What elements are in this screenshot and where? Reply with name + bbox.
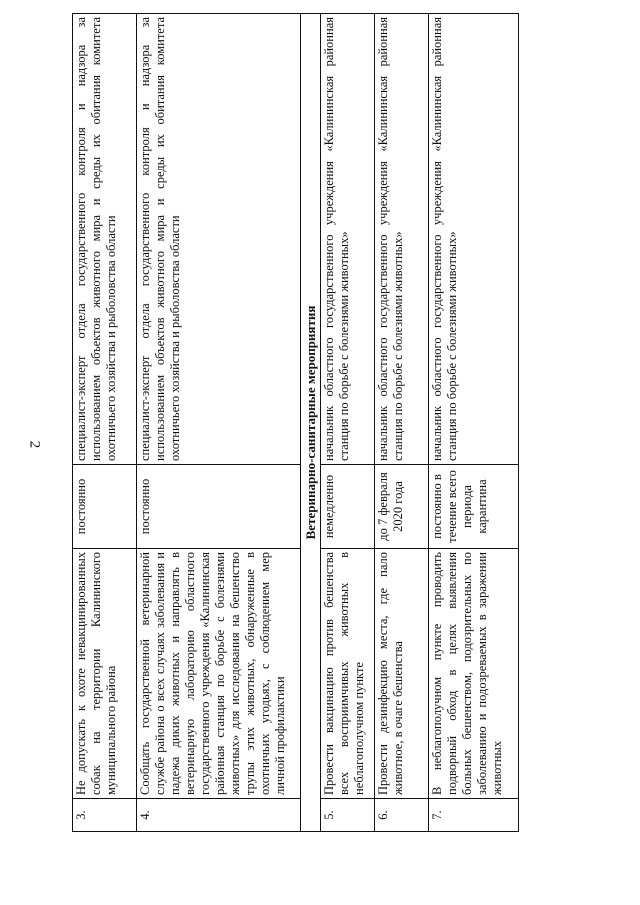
term-text: до 7 февраля 2020 года	[375, 465, 429, 549]
measure-text: Сообщать государственной ветеринарной службе района о всех случаях заболевания и падежа диких животных и направлять в ветеринарную лабораторию областного государственного учреждения «Калининская районная станция по борьбе с болезнями животных» для исследования на бешенство трупы этих животных, обнаруженные в охотничьих угодьях, с соблюдением мер личной профилактики	[137, 549, 301, 799]
term-text: постоянно в течение всего периода карантина	[429, 465, 519, 549]
row-number: 5.	[321, 799, 375, 832]
section-row	[301, 14, 321, 832]
table-row	[321, 14, 375, 832]
row-number: 6.	[375, 799, 429, 832]
measure-text: Провести дезинфекцию места, где пало животное, в очаге бешенства	[375, 549, 429, 799]
responsible-text: специалист-эксперт отдела государственного контроля и надзора за использованием объектов животного мира и среды их обитания комитета охотничьего хозяйства и рыболовства области	[137, 14, 301, 465]
table-row	[73, 14, 137, 832]
table-row	[375, 14, 429, 832]
rotated-document-table	[72, 14, 518, 832]
table-row	[137, 14, 301, 832]
row-number: 7.	[429, 799, 519, 832]
term-text: постоянно	[73, 465, 137, 549]
row-number: 3.	[73, 799, 137, 832]
responsible-text: начальник областного государственного учреждения «Калининская районная станция по борьбе с болезнями животных»	[321, 14, 375, 465]
section-title: Ветеринарно-санитарные мероприятия	[301, 14, 321, 832]
term-text: немедленно	[321, 465, 375, 549]
measures-table	[72, 13, 519, 832]
responsible-text: специалист-эксперт отдела государственного контроля и надзора за использованием объектов животного мира и среды их обитания комитета охотничьего хозяйства и рыболовства области	[73, 14, 137, 465]
page-number: 2	[26, 440, 43, 449]
responsible-text: начальник областного государственного учреждения «Калининская районная станция по борьбе с болезнями животных»	[375, 14, 429, 465]
table-row	[429, 14, 519, 832]
term-text: постоянно	[137, 465, 301, 549]
measure-text: В неблагополучном пункте проводить подворный обход в целях выявления больных бешенством, подозрительных по заболеванию и подозреваемых в заражении животных	[429, 549, 519, 799]
row-number: 4.	[137, 799, 301, 832]
measure-text: Не допускать к охоте невакцинированных собак на территории Калининского муниципального района	[73, 549, 137, 799]
measure-text: Провести вакцинацию против бешенства всех восприимчивых животных в неблагополучном пункте	[321, 549, 375, 799]
responsible-text: начальник областного государственного учреждения «Калининская районная станция по борьбе с болезнями животных»	[429, 14, 519, 465]
